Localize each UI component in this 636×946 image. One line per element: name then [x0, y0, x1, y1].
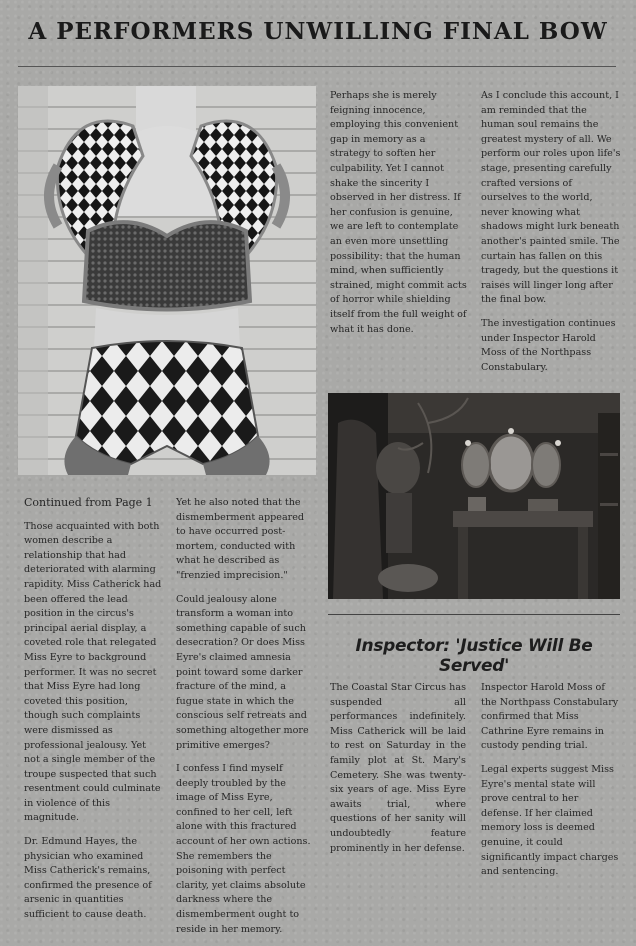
paragraph: I confess I find myself deeply troubled by the image of Miss Eyre, confined to her cell, left alone with this fractured account of her own actions. She remembers the poisoning with perfect clarity, yet claims absolute darkness where the dismemberment ought to reside in her memory.: [176, 763, 311, 935]
article-column-1: [24, 496, 162, 932]
paragraph: The investigation continues under Inspector Harold Moss of the Northpass Constabulary.: [481, 317, 616, 373]
paragraph: As I conclude this account, I am reminded that the human soul remains the greatest mystery of all. We perform our roles upon life's stage, presenting carefully crafted versions of ourselves to the world, never knowing what shadows might lurk beneath another's painted smile. The curtain has fallen on this tragedy, but the questions it raises will linger long after the final bow.: [481, 90, 621, 306]
paragraph: Inspector Harold Moss of the Northpass Constabulary confirmed that Miss Cathrine Eyre remains in custody pending trial.: [481, 682, 619, 752]
dressing-room-photo: [328, 393, 620, 599]
article-column-3: [330, 89, 468, 346]
article-column-2: [176, 496, 314, 946]
paragraph: Those acquainted with both women describe a relationship that had deteriorated with alarming rapidity. Miss Catherick had been offered the lead position in the circus's principal aerial display, a coveted role that relegated Miss Eyre to background performer. It was no secret that Miss Eyre had long coveted this position, though such complaints were dismissed as professional jealousy. Yet not a single member of the troupe suspected that such resentment could culminate in violence of this magnitude.: [24, 520, 162, 824]
paragraph: Dr. Edmund Hayes, the physician who examined Miss Catherick's remains, confirmed the presence of arsenic in quantities sufficient to cause death.: [24, 836, 152, 921]
article-column-5: [330, 681, 466, 865]
article-column-6: [481, 681, 621, 889]
title-divider: [18, 66, 616, 67]
section-divider: [328, 614, 620, 615]
paragraph: Could jealousy alone transform a woman into something capable of such desecration? Or does Miss Eyre's claimed amnesia point toward some darker fracture of the mind, a fugue state in which the conscious self retreats and something altogether more primitive emerges?: [176, 593, 309, 751]
paragraph: Yet he also noted that the dismemberment appeared to have occurred post-mortem, conducted with what he described as "frenzied imprecision.": [176, 497, 305, 581]
page-title: A PERFORMERS UNWILLING FINAL BOW: [28, 18, 608, 45]
continued-from-label: Continued from Page 1: [24, 496, 153, 509]
paragraph: The Coastal Star Circus has suspended all performances indefinitely. Miss Catherick will be laid to rest on Saturday in the family plot at St. Mary's Cemetery. She was twenty-six years of age. Miss Eyre awaits trial, where questions of her sanity will undoubtedly feature prominently in her defense.: [330, 682, 466, 854]
costume-photo: [18, 86, 316, 475]
article-column-4: [481, 89, 621, 384]
section-headline: Inspector: 'Justice Will Be Served': [355, 636, 593, 676]
paragraph: Perhaps she is merely feigning innocence, employing this convenient gap in memory as a strategy to soften her culpability. Yet I cannot shake the sincerity I observed in her distress. If her confusion is genuine, we are left to contemplate an even more unsettling possibility: that the human mind, when sufficiently strained, might commit acts of horror while shielding itself from the full weight of what it has done.: [330, 90, 467, 335]
paragraph: Legal experts suggest Miss Eyre's mental state will prove central to her defense. If her claimed memory loss is deemed genuine, it could significantly impact charges and sentencing.: [481, 763, 619, 878]
